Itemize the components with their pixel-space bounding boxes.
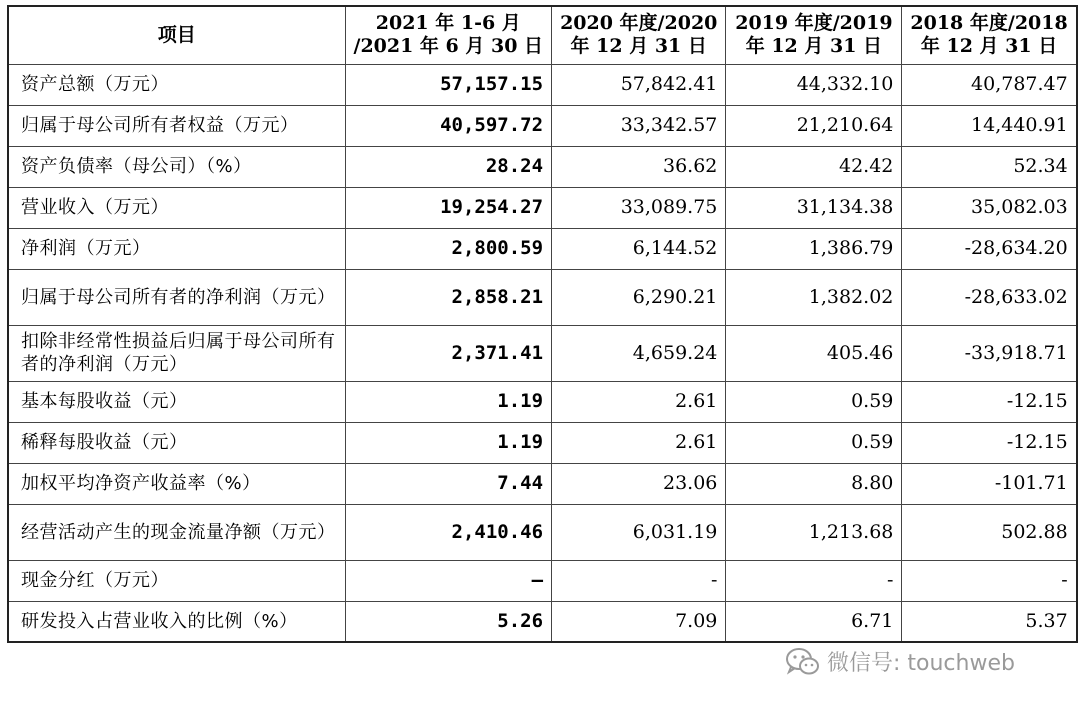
cell-value: 6.71 (726, 601, 902, 642)
cell-value: 28.24 (345, 146, 552, 187)
header-2018: 2018 年度/2018 年 12 月 31 日 (902, 6, 1077, 64)
cell-value: 21,210.64 (726, 105, 902, 146)
cell-value: 35,082.03 (902, 187, 1077, 228)
table-row (8, 381, 1077, 422)
header-2019: 2019 年度/2019 年 12 月 31 日 (726, 6, 902, 64)
row-label: 基本每股收益（元） (8, 381, 345, 422)
row-label: 现金分红（万元） (8, 560, 345, 601)
cell-value: -28,634.20 (902, 228, 1077, 269)
watermark (785, 646, 1015, 677)
table-row (8, 105, 1077, 146)
table-row (8, 463, 1077, 504)
cell-value: 5.37 (902, 601, 1077, 642)
table-row (8, 325, 1077, 381)
cell-value: 23.06 (552, 463, 726, 504)
cell-value: 2.61 (552, 381, 726, 422)
row-label: 归属于母公司所有者的净利润（万元） (8, 269, 345, 325)
cell-value: 40,787.47 (902, 64, 1077, 105)
cell-value: -101.71 (902, 463, 1077, 504)
table-row (8, 187, 1077, 228)
cell-value: 0.59 (726, 381, 902, 422)
cell-value: 7.44 (345, 463, 552, 504)
cell-value: 42.42 (726, 146, 902, 187)
cell-value: 8.80 (726, 463, 902, 504)
cell-value: 19,254.27 (345, 187, 552, 228)
header-item: 项目 (8, 6, 345, 64)
cell-value: 31,134.38 (726, 187, 902, 228)
row-label: 经营活动产生的现金流量净额（万元） (8, 504, 345, 560)
row-label: 营业收入（万元） (8, 187, 345, 228)
cell-value: 2,371.41 (345, 325, 552, 381)
cell-value: 36.62 (552, 146, 726, 187)
table-row (8, 422, 1077, 463)
cell-value: 4,659.24 (552, 325, 726, 381)
cell-value: 44,332.10 (726, 64, 902, 105)
cell-value: 33,089.75 (552, 187, 726, 228)
cell-value: 40,597.72 (345, 105, 552, 146)
cell-value: -33,918.71 (902, 325, 1077, 381)
cell-value: 405.46 (726, 325, 902, 381)
table-row (8, 504, 1077, 560)
financial-table (7, 5, 1078, 643)
row-label: 资产负债率（母公司）（%） (8, 146, 345, 187)
row-label: 加权平均净资产收益率（%） (8, 463, 345, 504)
cell-value: 1.19 (345, 381, 552, 422)
cell-value: -12.15 (902, 381, 1077, 422)
cell-value: 6,144.52 (552, 228, 726, 269)
table-row (8, 269, 1077, 325)
wechat-icon (785, 647, 821, 677)
cell-value: 5.26 (345, 601, 552, 642)
financial-table-wrapper (7, 5, 1078, 643)
cell-value: 6,290.21 (552, 269, 726, 325)
row-label: 研发投入占营业收入的比例（%） (8, 601, 345, 642)
cell-value: 1,386.79 (726, 228, 902, 269)
watermark-text: 微信号: touchweb (827, 651, 1015, 676)
cell-value: -28,633.02 (902, 269, 1077, 325)
cell-value: – (345, 560, 552, 601)
table-header-row (8, 6, 1077, 64)
table-row (8, 560, 1077, 601)
row-label: 扣除非经常性损益后归属于母公司所有者的净利润（万元） (8, 325, 345, 381)
cell-value: - (726, 560, 902, 601)
cell-value: 2,800.59 (345, 228, 552, 269)
cell-value: 1.19 (345, 422, 552, 463)
row-label: 归属于母公司所有者权益（万元） (8, 105, 345, 146)
cell-value: 502.88 (902, 504, 1077, 560)
row-label: 稀释每股收益（元） (8, 422, 345, 463)
table-row (8, 228, 1077, 269)
cell-value: 6,031.19 (552, 504, 726, 560)
row-label: 净利润（万元） (8, 228, 345, 269)
cell-value: 0.59 (726, 422, 902, 463)
row-label: 资产总额（万元） (8, 64, 345, 105)
cell-value: 2,410.46 (345, 504, 552, 560)
cell-value: 2,858.21 (345, 269, 552, 325)
table-row (8, 146, 1077, 187)
table-row (8, 601, 1077, 642)
cell-value: 7.09 (552, 601, 726, 642)
cell-value: -12.15 (902, 422, 1077, 463)
cell-value: 1,213.68 (726, 504, 902, 560)
header-2020: 2020 年度/2020 年 12 月 31 日 (552, 6, 726, 64)
cell-value: 2.61 (552, 422, 726, 463)
cell-value: 57,157.15 (345, 64, 552, 105)
cell-value: 57,842.41 (552, 64, 726, 105)
table-row (8, 64, 1077, 105)
cell-value: - (902, 560, 1077, 601)
cell-value: 1,382.02 (726, 269, 902, 325)
cell-value: 14,440.91 (902, 105, 1077, 146)
cell-value: 33,342.57 (552, 105, 726, 146)
cell-value: - (552, 560, 726, 601)
cell-value: 52.34 (902, 146, 1077, 187)
header-2021h1: 2021 年 1-6 月 /2021 年 6 月 30 日 (345, 6, 552, 64)
